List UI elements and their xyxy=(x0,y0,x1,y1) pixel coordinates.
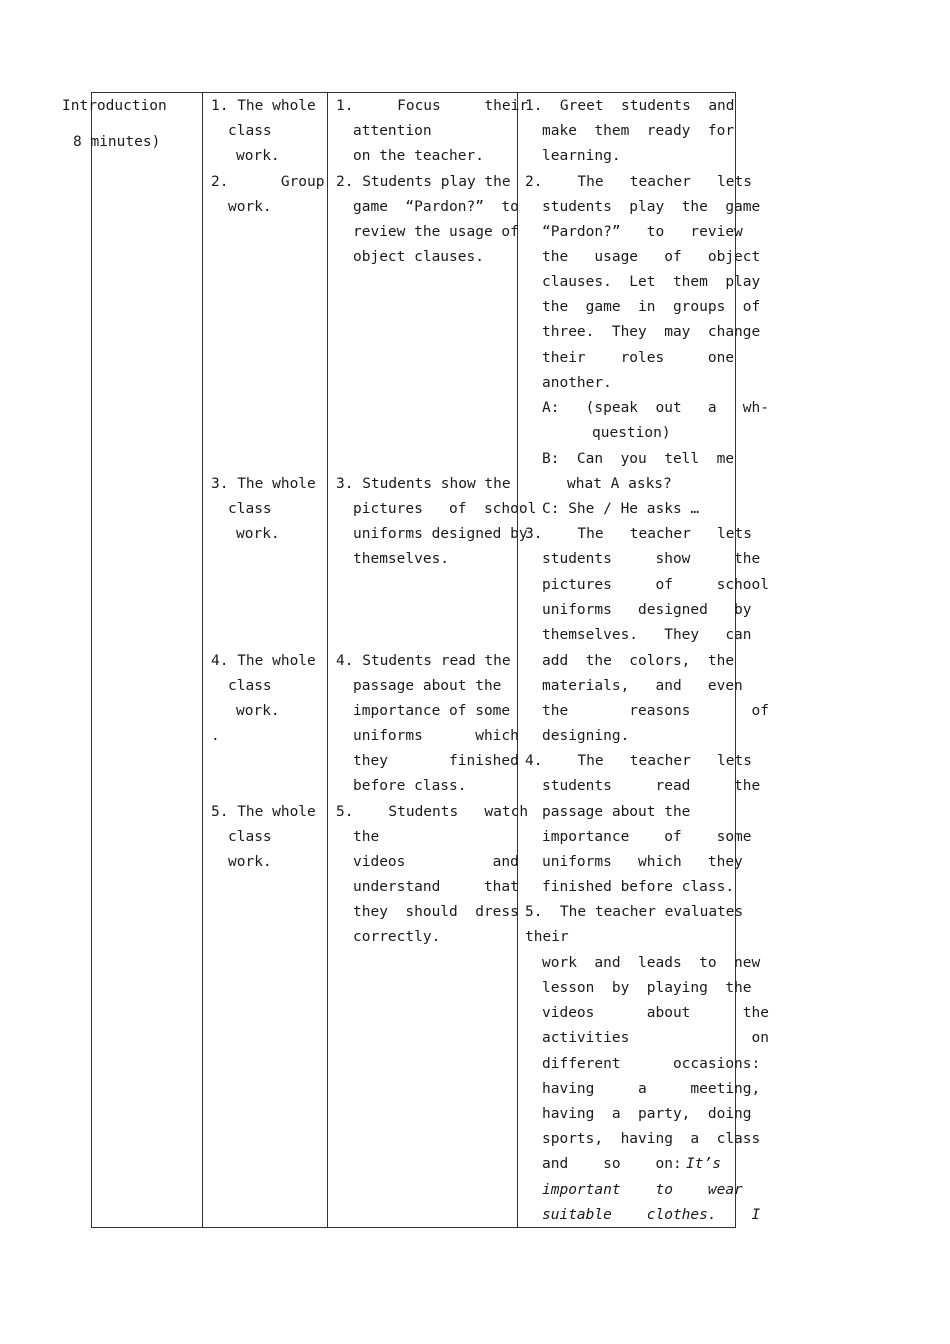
column-divider-1 xyxy=(202,93,203,1227)
teacher-1-line-3: learning. xyxy=(542,148,621,164)
students-1-line-3: on the teacher. xyxy=(353,148,484,164)
dialogue-b-line-1: B: Can you tell me xyxy=(542,451,735,467)
students-3-line-3: uniforms designed by xyxy=(353,526,528,542)
teacher-5-line-9: having a party, doing xyxy=(542,1106,752,1122)
teacher-2-line-7: three. They may change xyxy=(542,324,761,340)
teacher-1-line-1: 1. Greet students and xyxy=(525,98,735,114)
form-3-line-3: work. xyxy=(236,526,280,542)
students-4-line-5: they finished xyxy=(353,753,519,769)
teacher-5-line-12: important to wear xyxy=(542,1182,743,1198)
teacher-5-line-6: activities on xyxy=(542,1030,769,1046)
teacher-3-line-4: uniforms designed by xyxy=(542,602,752,618)
form-1-line-1: 1. The whole xyxy=(211,98,316,114)
teacher-5-line-4: lesson by playing the xyxy=(542,980,752,996)
students-5-line-1: 5. Students watch xyxy=(336,804,529,820)
students-5-line-4: understand that xyxy=(353,879,519,895)
form-5-line-3: work. xyxy=(228,854,272,870)
form-3-line-2: class xyxy=(228,501,272,517)
stage-name: Introduction xyxy=(62,98,167,114)
teacher-4-line-1: 4. The teacher lets xyxy=(525,753,752,769)
teacher-5-line-7: different occasions: xyxy=(542,1056,761,1072)
teacher-3-line-1: 3. The teacher lets xyxy=(525,526,752,542)
teacher-2-line-2: students play the game xyxy=(542,199,761,215)
form-3-line-1: 3. The whole xyxy=(211,476,316,492)
form-1-line-2: class xyxy=(228,123,272,139)
teacher-3-line-3: pictures of school xyxy=(542,577,769,593)
students-2-line-1: 2. Students play the xyxy=(336,174,511,190)
teacher-2-line-1: 2. The teacher lets xyxy=(525,174,752,190)
teacher-2-line-9: another. xyxy=(542,375,612,391)
form-4-line-1: 4. The whole xyxy=(211,653,316,669)
dialogue-a-line-1: A: (speak out a wh- xyxy=(542,400,769,416)
teacher-5-line-13: suitable clothes. I xyxy=(542,1207,761,1223)
students-2-line-2: game “Pardon?” to xyxy=(353,199,519,215)
teacher-5-line-2: their xyxy=(525,929,569,945)
stage-time: 8 minutes) xyxy=(73,134,161,150)
students-3-line-1: 3. Students show the xyxy=(336,476,511,492)
column-divider-3 xyxy=(517,93,518,1227)
form-4-line-3: work. xyxy=(236,703,280,719)
teacher-4-line-2: students read the xyxy=(542,778,761,794)
dialogue-a-line-2: question) xyxy=(592,425,671,441)
teacher-3-line-5: themselves. They can xyxy=(542,627,752,643)
students-1-line-1: 1. Focus their xyxy=(336,98,529,114)
students-5-line-5: they should dress xyxy=(353,904,519,920)
form-5-line-1: 5. The whole xyxy=(211,804,316,820)
form-2-line-1: 2. Group xyxy=(211,174,325,190)
form-4-line-2: class xyxy=(228,678,272,694)
teacher-4-line-4: importance of some xyxy=(542,829,752,845)
form-4-line-4: . xyxy=(211,728,220,744)
teacher-3-line-7: materials, and even xyxy=(542,678,743,694)
teacher-2-line-6: the game in groups of xyxy=(542,299,761,315)
teacher-1-line-2: make them ready for xyxy=(542,123,735,139)
teacher-5-line-1: 5. The teacher evaluates xyxy=(525,904,744,920)
students-4-line-6: before class. xyxy=(353,778,467,794)
students-2-line-4: object clauses. xyxy=(353,249,484,265)
teacher-2-line-4: the usage of object xyxy=(542,249,761,265)
students-2-line-3: review the usage of xyxy=(353,224,519,240)
form-1-line-3: work. xyxy=(236,148,280,164)
form-5-line-2: class xyxy=(228,829,272,845)
teacher-4-line-5: uniforms which they xyxy=(542,854,743,870)
teacher-3-line-8: the reasons of xyxy=(542,703,769,719)
students-1-line-2: attention xyxy=(353,123,432,139)
dialogue-c-line: C: She / He asks … xyxy=(542,501,700,517)
teacher-5-line-5: videos about the xyxy=(542,1005,769,1021)
teacher-3-line-9: designing. xyxy=(542,728,630,744)
students-4-line-2: passage about the xyxy=(353,678,502,694)
teacher-3-line-2: students show the xyxy=(542,551,761,567)
students-5-line-6: correctly. xyxy=(353,929,441,945)
teacher-5-line-10: sports, having a class xyxy=(542,1131,761,1147)
students-4-line-3: importance of some xyxy=(353,703,511,719)
teacher-2-line-8: their roles one xyxy=(542,350,735,366)
students-3-line-4: themselves. xyxy=(353,551,450,567)
form-2-line-2: work. xyxy=(228,199,272,215)
students-4-line-1: 4. Students read the xyxy=(336,653,511,669)
teacher-3-line-6: add the colors, the xyxy=(542,653,735,669)
teacher-4-line-3: passage about the xyxy=(542,804,691,820)
teacher-5-line-8: having a meeting, xyxy=(542,1081,761,1097)
students-5-line-3: videos and xyxy=(353,854,519,870)
students-4-line-4: uniforms which xyxy=(353,728,519,744)
dialogue-b-line-2: what A asks? xyxy=(567,476,672,492)
column-divider-2 xyxy=(327,93,328,1227)
teacher-2-line-3: “Pardon?” to review xyxy=(542,224,743,240)
teacher-5-line-3: work and leads to new xyxy=(542,955,761,971)
teacher-5-line-11: and so on: xyxy=(542,1156,682,1172)
teacher-4-line-6: finished before class. xyxy=(542,879,735,895)
teacher-5-line-11-italic: It’s xyxy=(686,1156,721,1172)
students-5-line-2: the xyxy=(353,829,380,845)
teacher-2-line-5: clauses. Let them play xyxy=(542,274,761,290)
students-3-line-2: pictures of school xyxy=(353,501,537,517)
